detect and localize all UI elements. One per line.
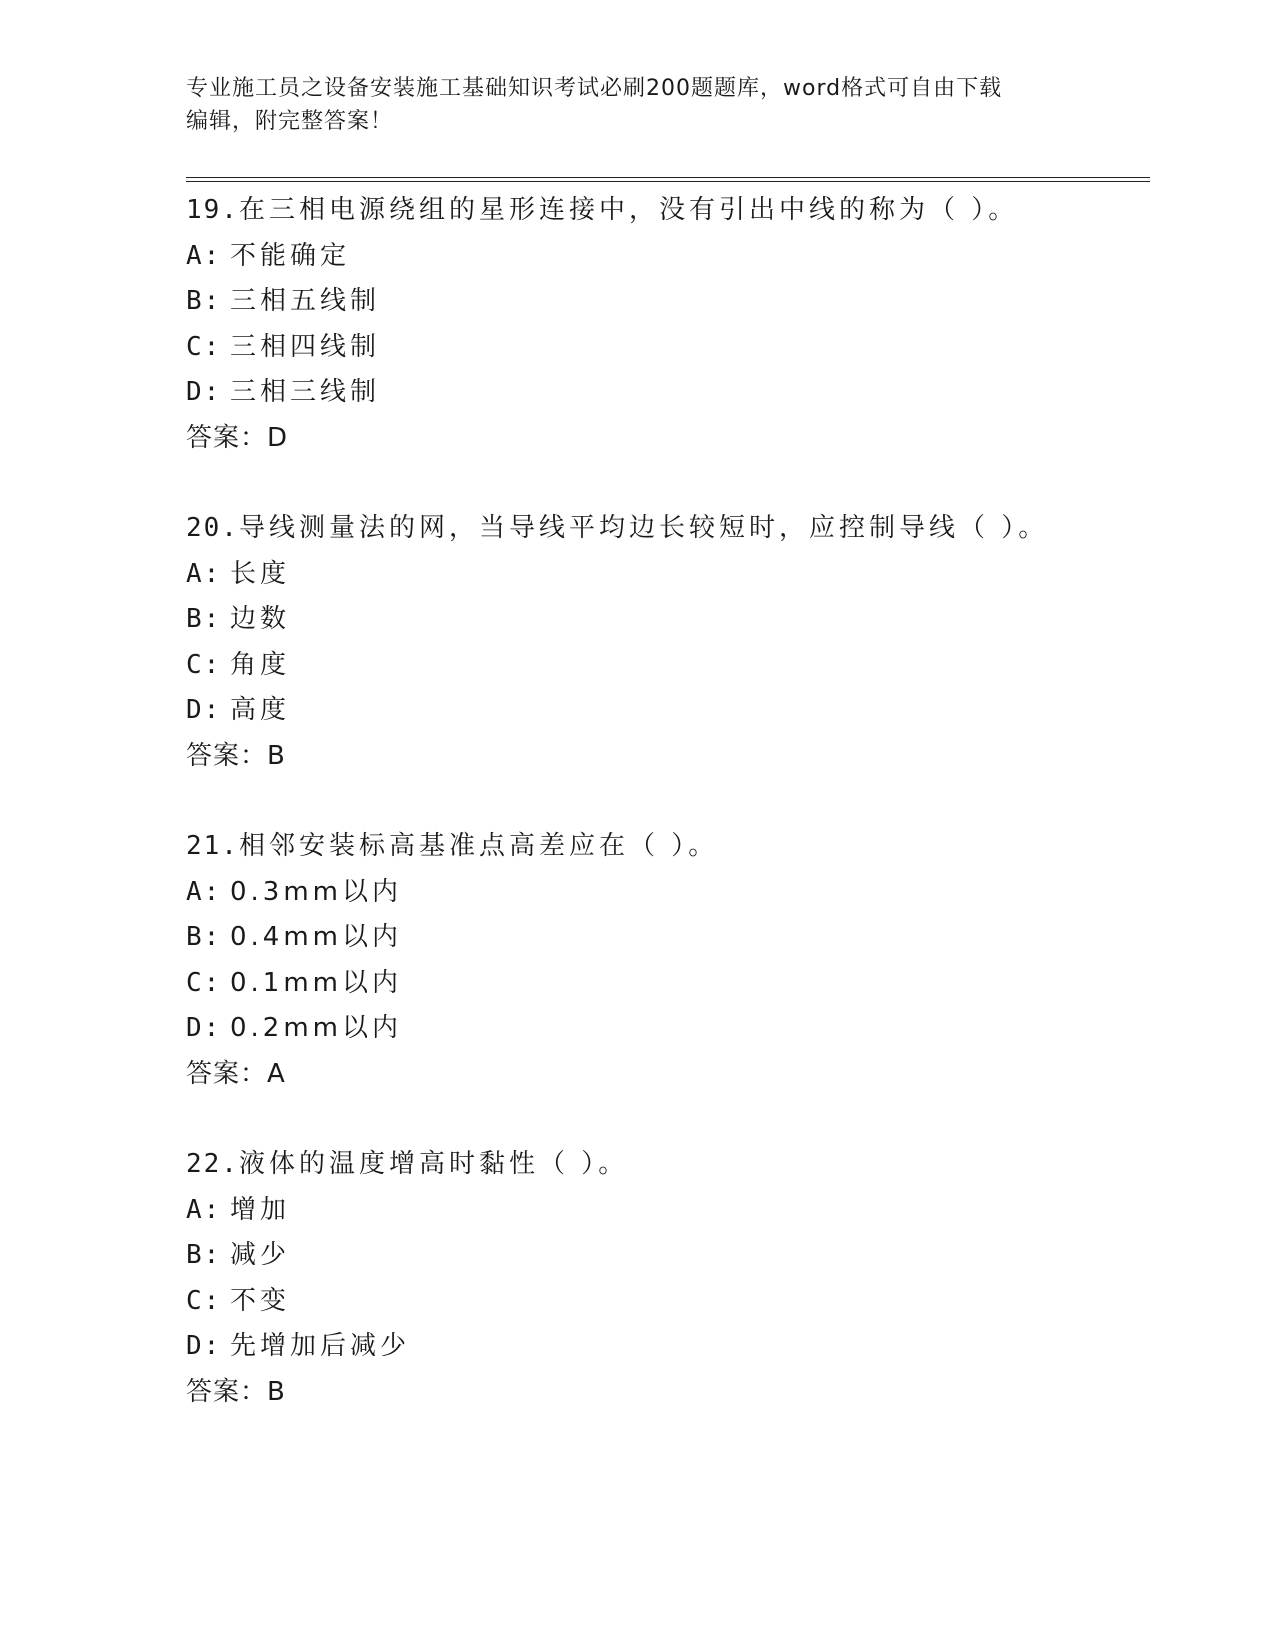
option-letter: A: xyxy=(186,240,222,271)
option-letter: D: xyxy=(186,1331,222,1361)
option-letter: B: xyxy=(186,604,222,634)
option-text: 不变 xyxy=(230,1285,291,1316)
answer-line: 答案：A xyxy=(186,1058,286,1089)
answer-line: 答案：B xyxy=(186,740,286,771)
option-letter: C: xyxy=(186,649,222,680)
question-stem: 在三相电源绕组的星形连接中，没有引出中线的称为（ ）。 xyxy=(238,195,1019,225)
option-text: 角度 xyxy=(230,649,291,680)
question-title xyxy=(186,188,1146,234)
question-title xyxy=(186,824,1146,870)
option-text: 先增加后减少 xyxy=(230,1331,411,1361)
option-text: 0.1mm以内 xyxy=(230,967,403,998)
option-c xyxy=(186,961,1146,1007)
option-d xyxy=(186,1324,1146,1370)
option-text: 0.4mm以内 xyxy=(230,922,403,952)
option-text: 0.3mm以内 xyxy=(230,876,403,907)
question-title xyxy=(186,506,1146,552)
option-d xyxy=(186,370,1146,416)
question-stem: 导线测量法的网，当导线平均边长较短时，应控制导线（ ）。 xyxy=(238,513,1049,543)
option-text: 0.2mm以内 xyxy=(230,1013,403,1043)
header-line-2: 编辑，附完整答案！ xyxy=(186,109,394,134)
header-line-1: 专业施工员之设备安装施工基础知识考试必刷200题题库，word格式可自由下载 xyxy=(186,76,1003,101)
question-22 xyxy=(186,1142,1146,1460)
option-text: 高度 xyxy=(230,695,291,725)
option-letter: D: xyxy=(186,695,222,725)
option-text: 三相五线制 xyxy=(230,286,381,316)
option-a xyxy=(186,870,1146,916)
option-text: 长度 xyxy=(230,558,291,589)
question-20 xyxy=(186,506,1146,824)
answer-line: 答案：D xyxy=(186,422,289,453)
option-text: 不能确定 xyxy=(230,240,351,271)
option-a xyxy=(186,552,1146,598)
answer-line: 答案：B xyxy=(186,1376,286,1407)
option-c xyxy=(186,325,1146,371)
option-b xyxy=(186,1233,1146,1279)
question-number: 20. xyxy=(186,513,239,543)
question-21 xyxy=(186,824,1146,1142)
question-number: 19. xyxy=(186,195,239,225)
option-b xyxy=(186,597,1146,643)
question-stem: 相邻安装标高基准点高差应在（ ）。 xyxy=(238,831,719,861)
option-c xyxy=(186,643,1146,689)
option-letter: A: xyxy=(186,558,222,589)
question-19 xyxy=(186,188,1146,506)
option-letter: B: xyxy=(186,286,222,316)
option-letter: D: xyxy=(186,1013,222,1043)
option-letter: C: xyxy=(186,967,222,998)
option-d xyxy=(186,1006,1146,1052)
option-a xyxy=(186,1188,1146,1234)
question-title xyxy=(186,1142,1146,1188)
option-c xyxy=(186,1279,1146,1325)
header-divider xyxy=(186,177,1150,182)
option-letter: B: xyxy=(186,1240,222,1270)
option-letter: A: xyxy=(186,876,222,907)
option-text: 边数 xyxy=(230,604,291,634)
question-number: 21. xyxy=(186,831,239,861)
option-letter: C: xyxy=(186,331,222,362)
option-b xyxy=(186,279,1146,325)
option-d xyxy=(186,688,1146,734)
question-stem: 液体的温度增高时黏性（ ）。 xyxy=(238,1149,629,1179)
option-letter: A: xyxy=(186,1194,222,1225)
option-letter: B: xyxy=(186,922,222,952)
question-number: 22. xyxy=(186,1149,239,1179)
option-letter: C: xyxy=(186,1285,222,1316)
option-text: 减少 xyxy=(230,1240,291,1270)
document-header xyxy=(186,72,1066,138)
option-letter: D: xyxy=(186,377,222,407)
option-a xyxy=(186,234,1146,280)
option-b xyxy=(186,915,1146,961)
option-text: 增加 xyxy=(230,1194,291,1225)
option-text: 三相三线制 xyxy=(230,377,381,407)
option-text: 三相四线制 xyxy=(230,331,381,362)
question-list xyxy=(186,188,1146,1460)
